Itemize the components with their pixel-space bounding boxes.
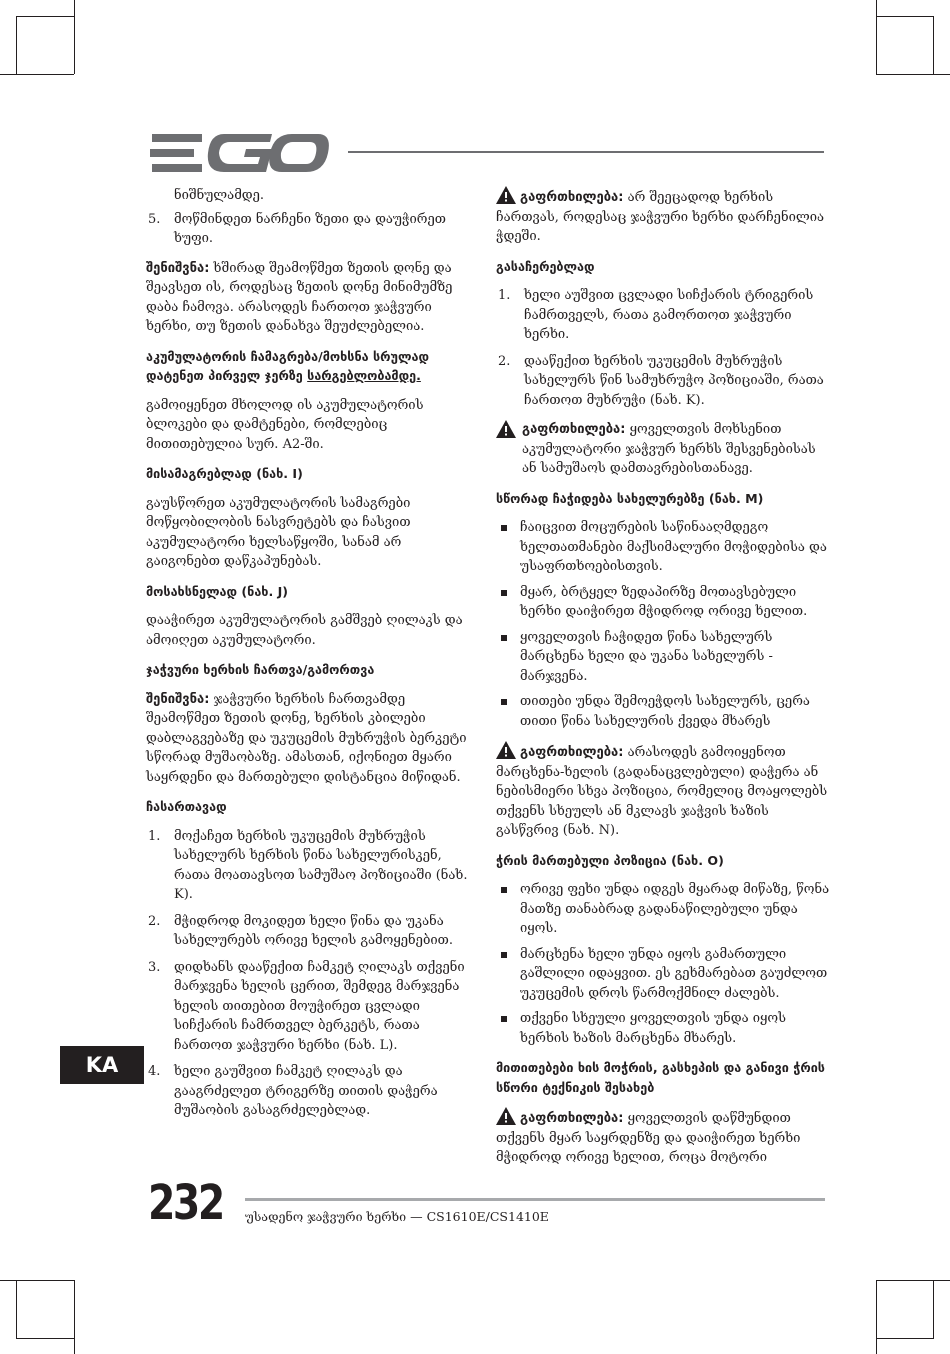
item-text: თითები უნდა შემოეჭდოს სახელურს, ცერა თითი წინა სახელურის ქვედა მხარეს <box>520 694 810 729</box>
item-text: დააწექით ხერხის უკუცემის მუხრუჭის სახელურს წინ სამუხრუჭო პოზიციაში, რათა ჩართოთ მუხრუჭი (ნახ. K). <box>524 353 824 408</box>
heading-stop: გასაჩერებლად <box>496 258 595 274</box>
crop-mark <box>74 1280 75 1354</box>
bullet-square-icon <box>501 952 507 958</box>
grip-bullet-list <box>496 518 830 731</box>
footer-caption: უსადენო ჯაჭვური ხერხი — CS1610E/CS1410E <box>245 1209 549 1224</box>
left-column <box>146 186 476 1131</box>
page-number: 232 <box>148 1175 223 1231</box>
list-item <box>496 628 830 687</box>
bullet-square-icon <box>501 525 507 531</box>
header-rule <box>348 151 824 153</box>
item-number: 5. <box>148 211 161 227</box>
crop-mark <box>876 1280 877 1354</box>
warning-text: ყოველთვის დაწმუნდით თქვენს მყარ საყრდენზე და დაიჭირეთ ხერხი მჭიდროდ ორივე ხელით, როცა მოტორი <box>496 1111 801 1165</box>
warning-label: გაფრთხილება: <box>520 1111 624 1126</box>
bullet-square-icon <box>501 887 507 893</box>
heading-stance: ჭრის მართებული პოზიცია (ნახ. O) <box>496 852 724 868</box>
warning-text: არ შეეცადოდ ხერხის ჩართვას, როდესაც ჯაჭვური ხერხი დარჩენილია ჭდეში. <box>496 190 825 244</box>
heading-attach: მისამაგრებლად (ნახ. I) <box>146 466 303 481</box>
heading-battery <box>146 347 476 386</box>
list-item <box>496 880 830 939</box>
bullet-square-icon <box>501 590 507 596</box>
list-item <box>496 286 830 345</box>
item-number: 1. <box>498 288 511 303</box>
warning-left-hand-grip <box>496 741 830 841</box>
item-text: მოწმინდეთ ნარჩენი ზეთი და დაუჭირეთ ხუფი. <box>174 211 446 246</box>
warning-firm-footing <box>496 1107 830 1168</box>
item-text: ყოველთვის ჩაჭიდეთ წინა სახელურს მარცხენა ხელი და უკანა სახელურს - მარჯვენა. <box>520 629 773 684</box>
bullet-square-icon <box>501 635 507 641</box>
crop-mark <box>933 16 934 74</box>
language-tab: KA <box>60 1046 144 1084</box>
heading-grip: სწორად ჩაჭიდება სახელურებზე (ნახ. M) <box>496 490 764 506</box>
list-item <box>496 692 830 731</box>
continued-text: ნიშნულამდე. <box>174 188 265 203</box>
list-item <box>496 518 830 577</box>
crop-mark <box>876 74 950 75</box>
note-text: ჯაჭვური ხერხის ჩართვამდე შეამოწმეთ ზეთის დონე, ხერხის კბილები დაბლაგვებაზე და უკუცემის მუხრუჭის ბერკეტი სწორად მუშაობაზე. ამასთან, იქონიეთ მყარი საყრდენი და მართებული დისტანცია მიწიდან. <box>146 691 467 785</box>
note-oil <box>146 259 476 337</box>
list-item <box>496 945 830 1004</box>
crop-mark <box>16 1338 74 1339</box>
heading-text-underlined: სარგებლობამდე. <box>307 368 421 383</box>
crop-mark <box>16 1280 17 1338</box>
right-column <box>496 186 830 1178</box>
list-item <box>146 827 476 905</box>
crop-mark <box>876 1338 934 1339</box>
item-text: ორივე ფეხი უნდა იდგეს მყარად მიწაზე, წონა მათზე თანაბრად გადანაწილებული უნდა იყოს. <box>520 882 830 936</box>
item-number: 1. <box>148 828 161 844</box>
list-item <box>496 352 830 411</box>
warning-label: გაფრთხილება: <box>520 745 624 760</box>
bullet-square-icon <box>501 1016 507 1022</box>
warning-triangle-icon <box>496 186 516 204</box>
bullet-square-icon <box>501 699 507 705</box>
item-number: 2. <box>498 353 511 369</box>
item-text: ჩაიცვით მოცურების საწინააღმდეგო ხელთათმანები მაქსიმალური მოჭიდებისა და უსაფრთხოებისთვის. <box>520 520 827 574</box>
item-text: ხელი აუშვით ცვლადი სიჩქარის ტრიგერის ჩამრთველს, რათა გამორთოთ ჯაჭვური ხერხი. <box>524 288 814 342</box>
note-label: შენიშვნა: <box>146 691 210 707</box>
note-label: შენიშვნა: <box>146 260 210 276</box>
warning-label: გაფრთხილება: <box>520 190 624 205</box>
crop-mark <box>876 0 877 74</box>
list-item <box>146 912 476 951</box>
heading-remove: მოსახსნელად (ნახ. J) <box>146 583 289 599</box>
item-number: 2. <box>148 913 161 929</box>
ego-logo <box>150 134 330 172</box>
warning-triangle-icon <box>496 420 516 438</box>
crop-mark <box>876 16 934 17</box>
heading-cutting-tips: მითითებები ხის მოჭრის, გასხეპის და განივი ჭრის სწორი ტექნიკის შესახებ <box>496 1060 825 1095</box>
crop-mark <box>0 1280 74 1281</box>
heading-on-off: ჯაჭვური ხერხის ჩართვა/გამორთვა <box>146 662 375 677</box>
item-text: დიდხანს დააწექით ჩამკეტ ღილაკს თქვენი მარჯვენა ხელის ცერით, შემდეგ მარჯვენა ხელის თითებით მოუჭირეთ ცვლადი სიჩქარის ჩამრთველ ბერკეტს, რათა ჩართოთ ჯაჭვური ხერხი (ნახ. L). <box>174 959 465 1053</box>
crop-mark <box>876 1280 950 1281</box>
warning-stuck-chain <box>496 186 830 247</box>
warning-label: გაფრთხილება: <box>522 422 626 437</box>
item-text: მარცხენა ხელი უნდა იყოს გამართული გაშლილი იდაყვით. ეს გეხმარებათ გაუძლოთ უკუცემის დროს წარმოქმნილ ძალებს. <box>520 946 828 1001</box>
note-before-start <box>146 690 476 788</box>
paragraph-battery: გამოიყენეთ მხოლოდ ის აკუმულატორის ბლოკები და დამტენები, რომლებიც მითითებულია სურ. A2-ში. <box>146 397 424 452</box>
heading-start: ჩასართავად <box>146 799 227 814</box>
crop-mark <box>16 16 17 74</box>
crop-mark <box>0 74 74 75</box>
item-text: მჭიდროდ მოკიდეთ ხელი წინა და უკანა სახელურებს ორივე ხელის გამოყენებით. <box>174 913 453 948</box>
stop-step-list <box>496 286 830 410</box>
start-step-list <box>146 827 476 1121</box>
crop-mark <box>74 0 75 74</box>
item-number: 3. <box>148 959 161 975</box>
item-text: მოქაჩეთ ხერხის უკუცემის მუხრუჭის სახელურს ხერხის წინა სახელურისკენ, რათა მოათავსოთ სამუშაო პოზიციაში (ნახ. K). <box>174 828 468 902</box>
warning-text: ყოველთვის მოხსენით აკუმულატორი ჯაჭვურ ხერხს შესვენებისას ან სამუშაოს დამთავრებისთანავე. <box>522 422 816 476</box>
heading-text: აკუმულატორის ჩამაგრება/მოხსნა სრულად დატენეთ პირველ ჯერზე <box>146 348 429 383</box>
oil-step-list <box>146 210 476 249</box>
paragraph-attach: გაუსწორეთ აკუმულატორის სამაგრები მოწყობილობის ნასვრეტებს და ჩასვით აკუმულატორი ხელსაწყოში, სანამ არ გაიგონებთ დაწკაპუნებას. <box>146 495 411 569</box>
crop-mark <box>16 16 74 17</box>
item-number: 4. <box>148 1064 161 1079</box>
note-text: ხშირად შეამოწმეთ ზეთის დონე და შეავსეთ ის, როდესაც ზეთის დონე მინიმუმზე დაბა ჩამოვა. არასოდეს ჩართოთ ჯაჭვური ხერხი, თუ ზეთის დანახვა შეუძლებელია. <box>146 260 453 334</box>
item-text: თქვენი სხეული ყოველთვის უნდა იყოს ხერხის ხაზის მარცხენა მხარეს. <box>520 1011 787 1046</box>
warning-remove-battery <box>496 420 830 479</box>
item-text: ხელი გაუშვით ჩამკეტ ღილაკს და გააგრძელეთ ტრიგერზე თითის დაჭერა მუშაობის გასაგრძელებლად. <box>174 1064 438 1118</box>
list-item <box>496 583 830 622</box>
list-item <box>146 210 476 249</box>
list-item <box>146 1062 476 1121</box>
list-item <box>146 958 476 1056</box>
warning-triangle-icon <box>496 741 516 759</box>
warning-text: არასოდეს გამოიყენოთ მარცხენა-ხელის (გადანაცვლებული) დაჭერა ან ნებისმიერი სხვა პოზიცია, რომელიც მოაყოლებს თქვენს სხეულს ან მკლავს ჯაჭვის ხაზის გასწვრივ (ნახ. N). <box>496 745 828 838</box>
stance-bullet-list <box>496 880 830 1048</box>
crop-mark <box>933 1280 934 1338</box>
footer-rule <box>245 1198 825 1201</box>
warning-triangle-icon <box>496 1107 516 1125</box>
item-text: მყარ, ბრტყელ ზედაპირზე მოთავსებული ხერხი დაიჭირეთ მჭიდროდ ორივე ხელით. <box>520 584 808 619</box>
paragraph-remove: დააჭირეთ აკუმულატორის გამშვებ ღილაკს და ამოიღეთ აკუმულატორი. <box>146 613 463 648</box>
list-item <box>496 1009 830 1048</box>
